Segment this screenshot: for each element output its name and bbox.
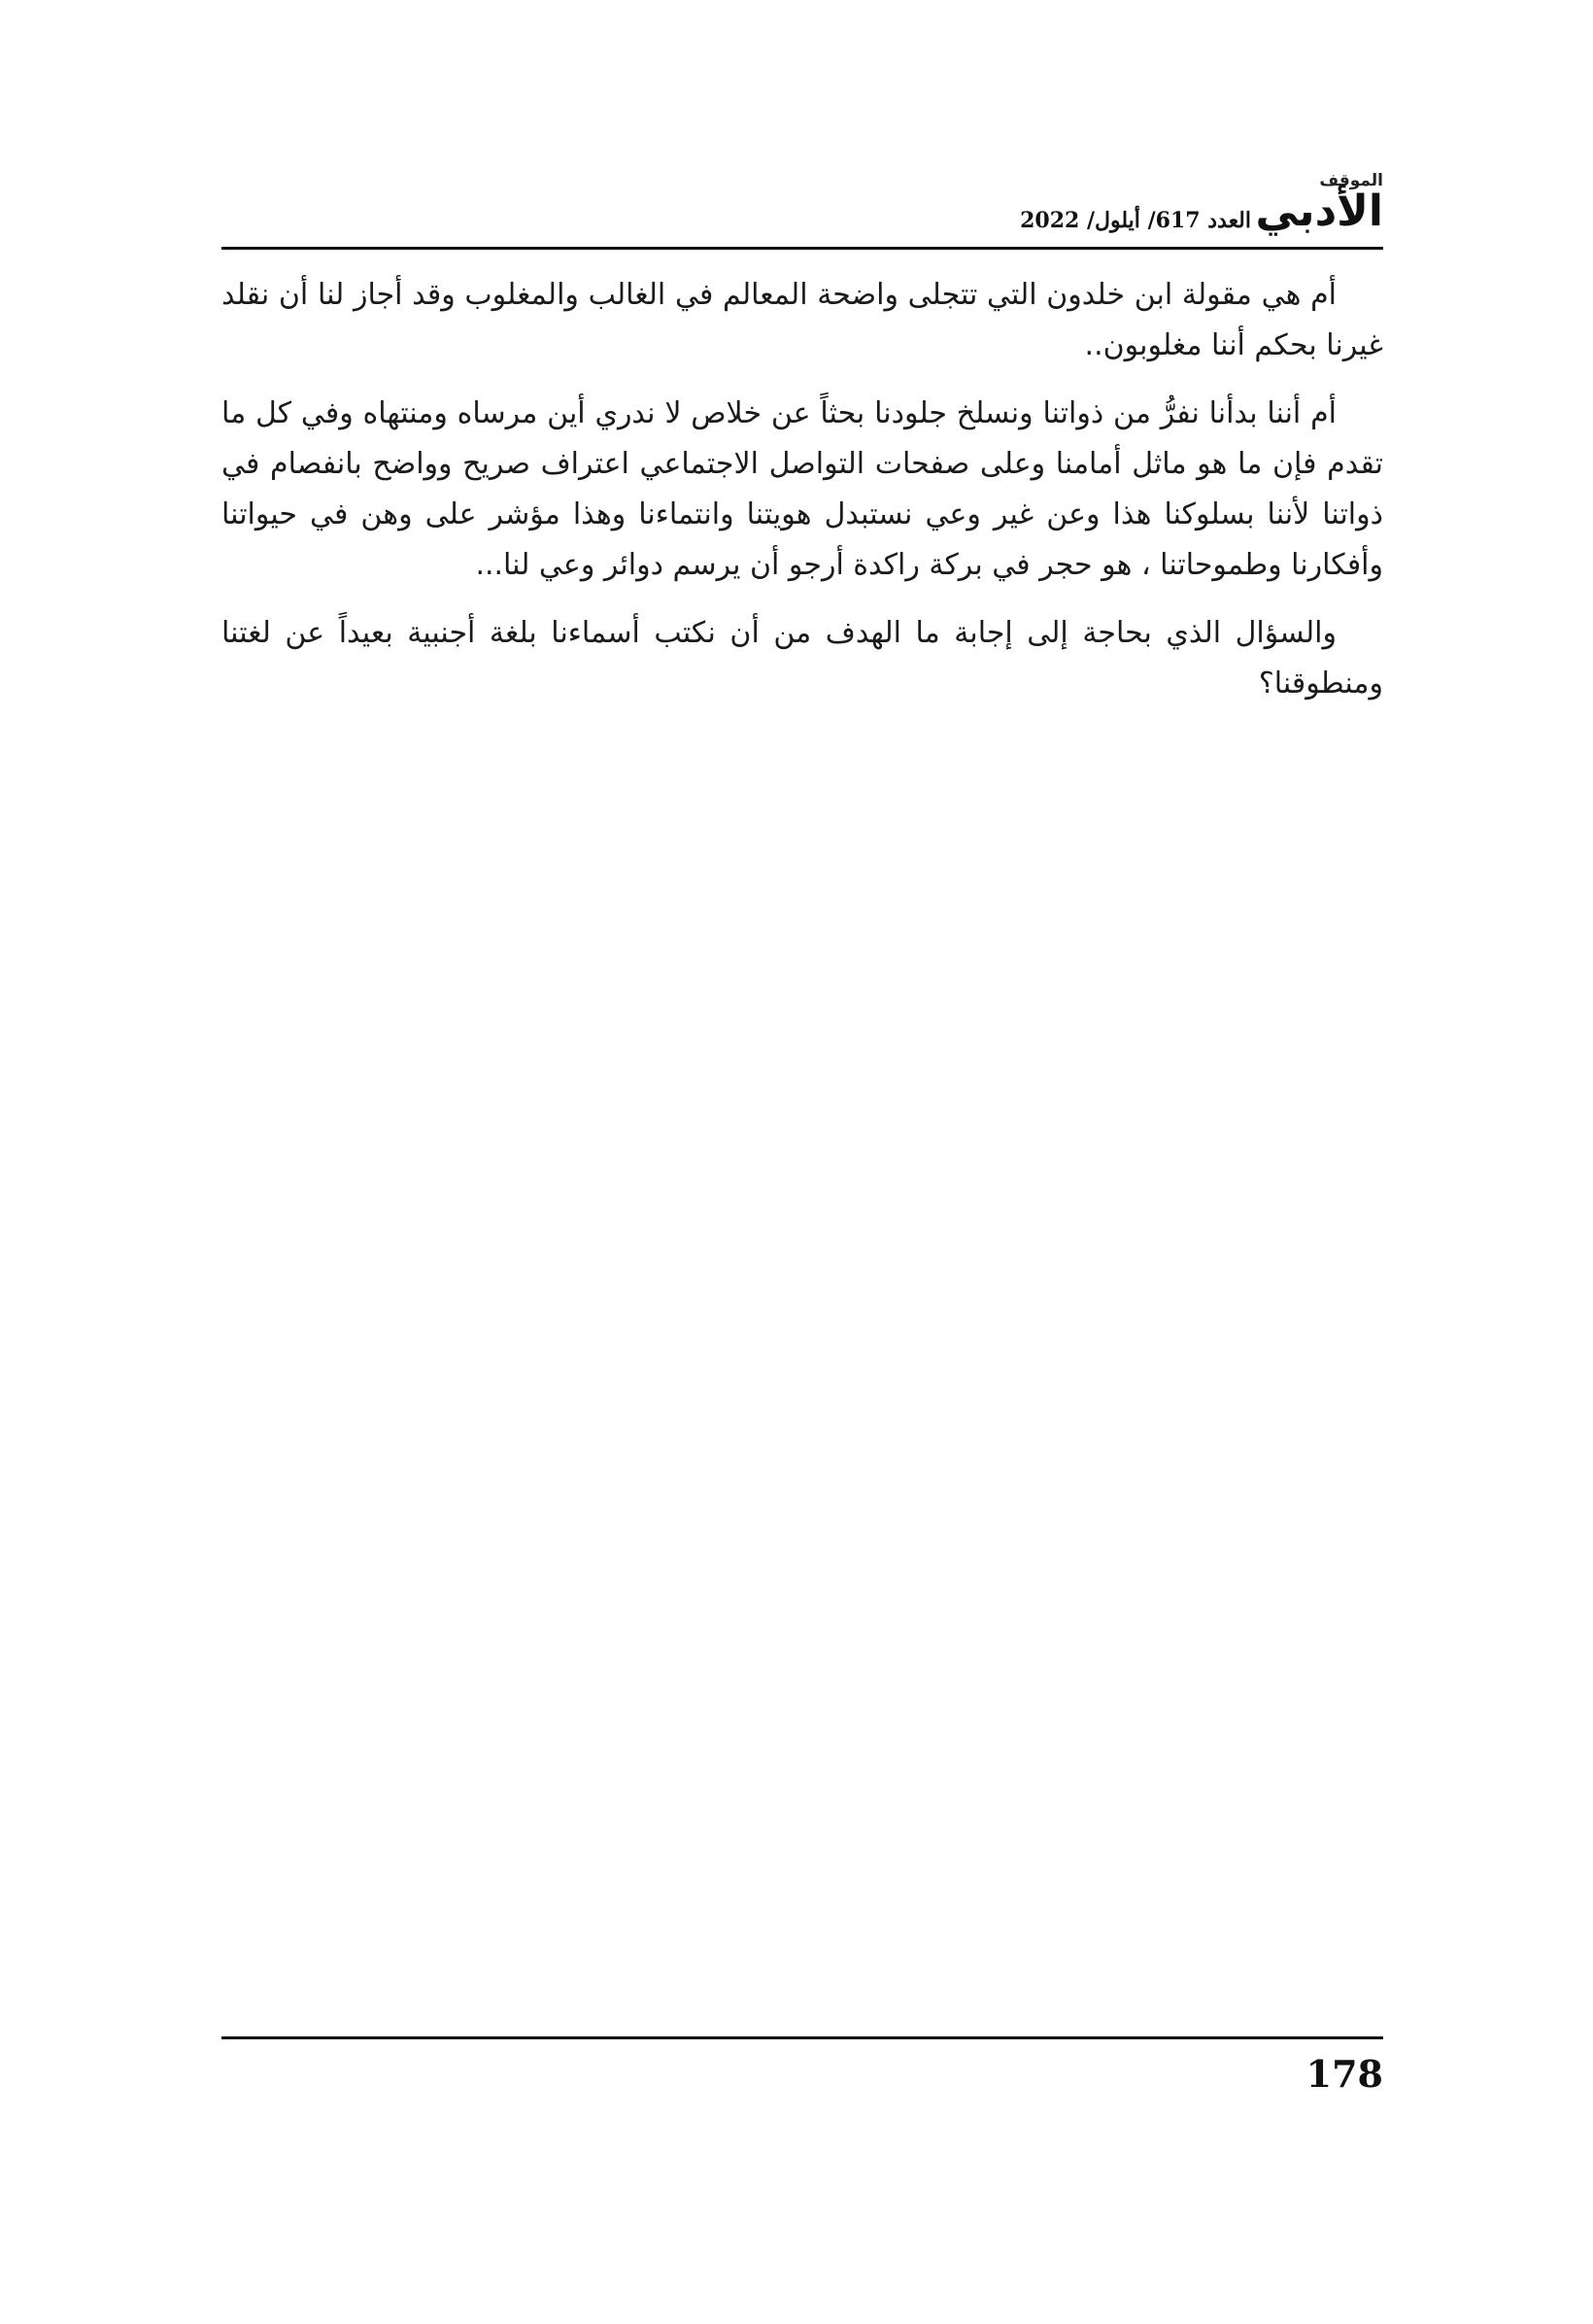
running-header [221, 171, 1383, 247]
page-number: 178 [1305, 2052, 1383, 2096]
footer-rule [221, 2036, 1383, 2039]
paragraph-3: والسؤال الذي بحاجة إلى إجابة ما الهدف من أن نكتب أسماءنا بلغة أجنبية بعيداً عن لغتنا ومنطوقنا؟ [221, 616, 1383, 701]
paragraph-2: أم أننا بدأنا نفرُّ من ذواتنا ونسلخ جلودنا بحثاً عن خلاص لا ندري أين مرساه ومنتهاه وفي كل ما تقدم فإن ما هو ماثل أمامنا وعلى صفحات التواصل الاجتماعي اعتراف صريح وواضح بانفصام في ذواتنا لأننا بسلوكنا هذا وعن غير وعي نستبدل هويتنا وانتماءنا وهذا مؤشر على وهن في حيواتنا وأفكارنا وطموحاتنا ، هو حجر في بركة راكدة أرجو أن يرسم دوائر وعي لنا... [221, 396, 1383, 582]
issue-info: العدد 617/ أيلول/ 2022 [1020, 208, 1251, 233]
logo-subtitle: الموقف [1319, 171, 1383, 190]
header-rule [221, 247, 1383, 250]
paragraph-1: أم هي مقولة ابن خلدون التي تتجلى واضحة المعالم في الغالب والمغلوب وقد أجاز لنا أن نقلد غيرنا بحكم أننا مغلوبون.. [221, 278, 1383, 362]
magazine-logo [1255, 171, 1383, 241]
article-body [221, 270, 1383, 727]
logo-title: الأدبي [1255, 187, 1383, 236]
